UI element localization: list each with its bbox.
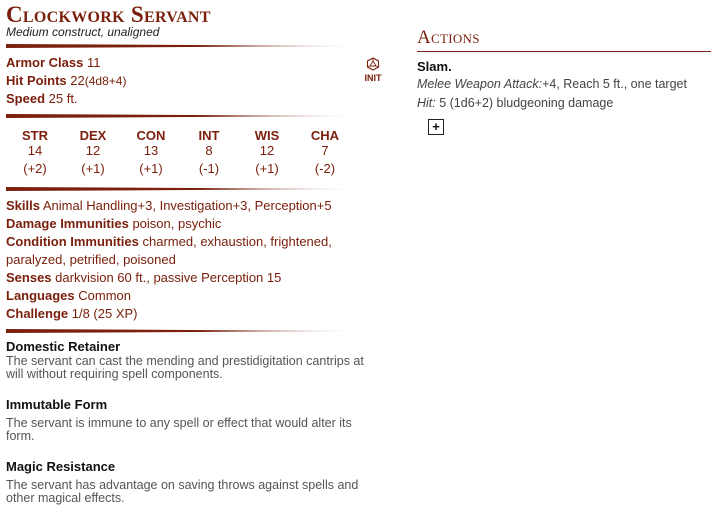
traits-block	[6, 339, 378, 505]
damage-immunities-label: Damage Immunities	[6, 216, 129, 231]
action-hit-detail[interactable]: 5 (1d6+2) bludgeoning damage	[435, 96, 614, 110]
ability-dex	[64, 128, 122, 178]
add-action-button[interactable]: +	[428, 119, 444, 135]
skills-value[interactable]: Animal Handling+3, Investigation+3, Perception+5	[42, 198, 332, 213]
action-hit-line	[417, 94, 707, 113]
ability-mod[interactable]: (+2)	[23, 161, 47, 176]
ability-name: INT	[198, 128, 220, 143]
condition-immunities-line	[6, 233, 378, 251]
senses-label: Senses	[6, 270, 52, 285]
ability-mod[interactable]: (+1)	[81, 161, 105, 176]
hit-points-line	[6, 72, 378, 90]
ability-score: 12	[259, 143, 275, 158]
skills-label: Skills	[6, 198, 40, 213]
action-hit-label: Hit:	[417, 96, 436, 110]
ability-wis	[238, 128, 296, 178]
divider	[6, 44, 364, 48]
ability-con	[122, 128, 180, 178]
action-name: Slam.	[417, 59, 452, 74]
ability-name: WIS	[254, 128, 280, 143]
languages-value: Common	[78, 288, 131, 303]
condition-immunities-value: charmed, exhaustion, frightened,	[142, 234, 332, 249]
armor-class-line	[6, 54, 378, 72]
ability-score: 8	[205, 143, 213, 158]
speed-line	[6, 90, 378, 108]
trait-name: Domestic Retainer	[6, 339, 121, 354]
speed-label: Speed	[6, 91, 46, 106]
ac-label: Armor Class	[6, 55, 84, 70]
ability-cha	[296, 128, 354, 178]
ability-name: DEX	[79, 128, 107, 143]
ability-mod[interactable]: (-1)	[198, 161, 220, 176]
ability-score: 13	[143, 143, 159, 158]
initiative-label: INIT	[364, 73, 382, 83]
damage-immunities-line	[6, 215, 378, 233]
ability-mod[interactable]: (-2)	[314, 161, 336, 176]
senses-value: darkvision 60 ft., passive Perception 15	[55, 270, 282, 285]
divider	[6, 187, 364, 191]
ability-name: CON	[136, 128, 166, 143]
action-item	[417, 59, 707, 113]
senses-line	[6, 269, 378, 287]
languages-line	[6, 287, 378, 305]
trait-text: The servant can cast the mending and prestidigitation cantrips at will without requiring spell components.	[6, 354, 364, 381]
trait	[6, 459, 378, 505]
challenge-label: Challenge	[6, 306, 69, 321]
trait	[6, 397, 378, 443]
challenge-value: 1/8 (25 XP)	[71, 306, 138, 321]
initiative-roll[interactable]	[361, 57, 385, 83]
divider	[6, 114, 364, 118]
d20-icon	[366, 57, 380, 71]
ability-score: 14	[27, 143, 43, 158]
statblock-left-column	[6, 0, 378, 505]
divider	[6, 329, 364, 333]
condition-immunities-line-2: paralyzed, petrified, poisoned	[6, 252, 176, 267]
ability-name: STR	[22, 128, 48, 143]
ability-mod[interactable]: (+1)	[139, 161, 163, 176]
languages-label: Languages	[6, 288, 75, 303]
trait-name: Magic Resistance	[6, 459, 116, 474]
actions-heading: Actions	[417, 27, 480, 48]
details-block	[6, 197, 378, 323]
trait-name: Immutable Form	[6, 397, 108, 412]
hp-value: 22	[70, 73, 85, 88]
ability-score: 7	[321, 143, 329, 158]
actions-divider	[417, 51, 711, 52]
actions-column	[417, 0, 707, 136]
skills-line	[6, 197, 378, 215]
trait-text: The servant has advantage on saving throws against spells and other magical effects.	[6, 478, 359, 505]
ability-score: 12	[85, 143, 101, 158]
action-attack-detail[interactable]: +4, Reach 5 ft., one target	[542, 77, 687, 91]
damage-immunities-value: poison, psychic	[132, 216, 222, 231]
action-attack-line	[417, 75, 707, 94]
ability-int	[180, 128, 238, 178]
monster-name: Clockwork Servant	[6, 2, 211, 27]
ability-name: CHA	[310, 128, 340, 143]
monster-meta: Medium construct, unaligned	[6, 25, 160, 39]
action-attack-type: Melee Weapon Attack:	[417, 77, 543, 91]
trait-text: The servant is immune to any spell or effect that would alter its form.	[6, 416, 352, 443]
challenge-line	[6, 305, 378, 323]
ac-value: 11	[86, 55, 101, 70]
hp-formula[interactable]: (4d8+4)	[84, 74, 127, 88]
speed-value: 25 ft.	[48, 91, 78, 106]
ability-scores	[6, 128, 356, 178]
condition-immunities-label: Condition Immunities	[6, 234, 139, 249]
hp-label: Hit Points	[6, 73, 67, 88]
ability-str	[6, 128, 64, 178]
basics-block	[6, 54, 378, 108]
ability-mod[interactable]: (+1)	[255, 161, 279, 176]
trait	[6, 339, 378, 381]
